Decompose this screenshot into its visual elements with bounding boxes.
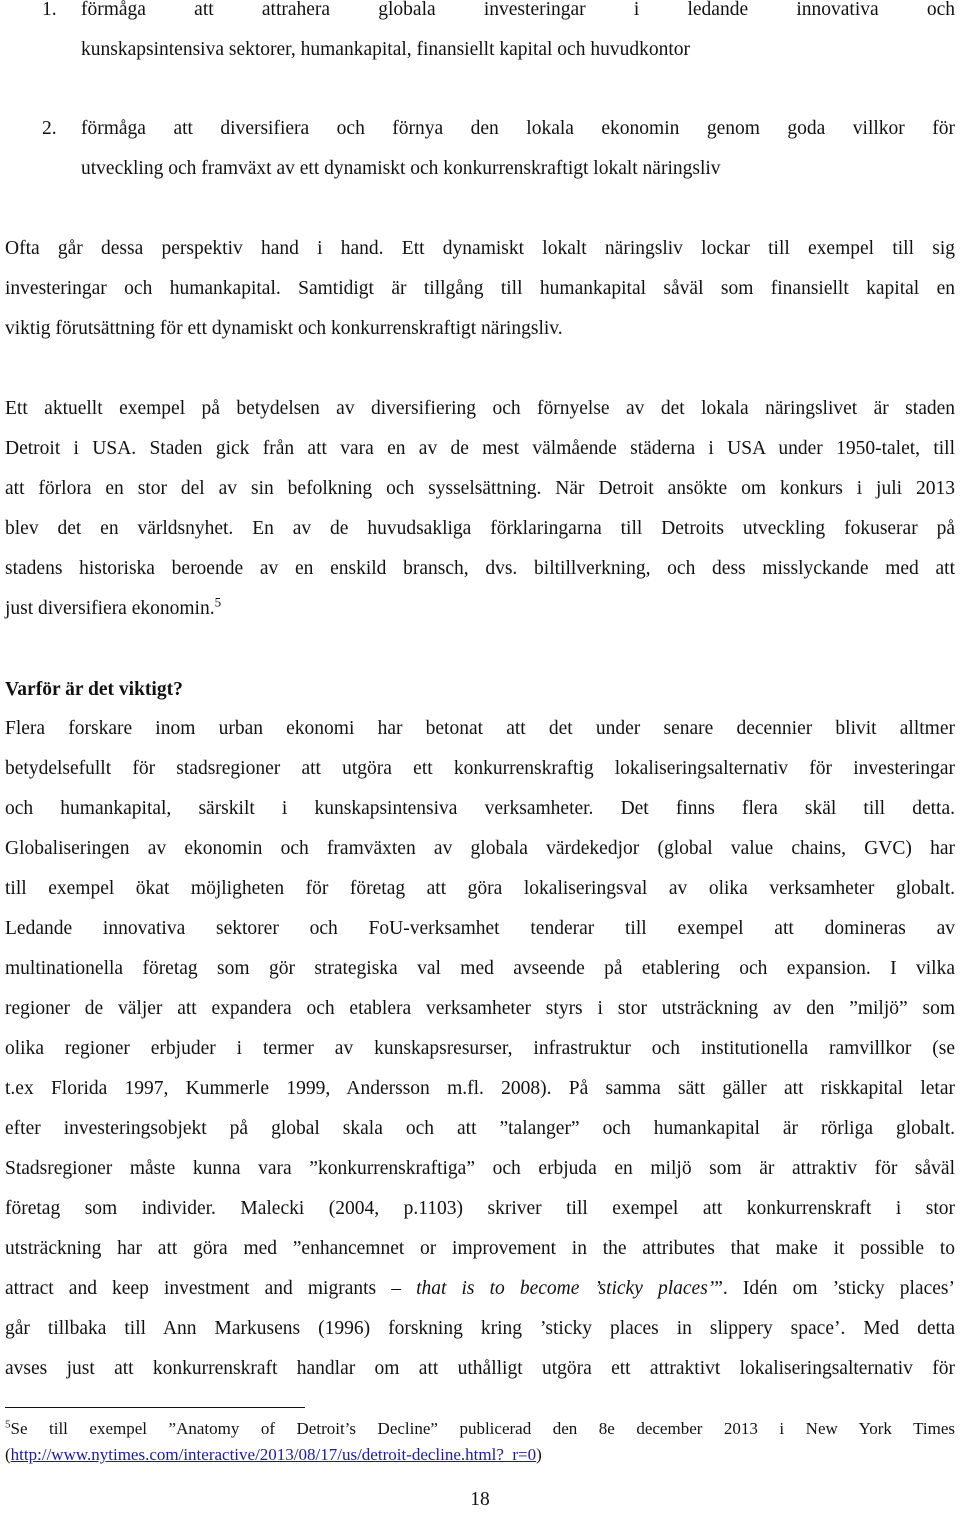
paragraph-line: betydelsefullt för stadsregioner att utgöra ett konkurrenskraftig lokaliseringsalternativ för investeringar xyxy=(5,758,955,779)
paragraph-line: Flera forskare inom urban ekonomi har betonat att det under senare decennier blivit alltmer xyxy=(5,718,955,739)
list-text-line: förmåga att diversifiera och förnya den lokala ekonomin genom goda villkor för xyxy=(81,118,955,139)
paragraph-line: t.ex Florida 1997, Kummerle 1999, Andersson m.fl. 2008). På samma sätt gäller att riskkapital letar xyxy=(5,1078,955,1099)
paragraph-line: och humankapital, särskilt i kunskapsintensiva verksamheter. Det finns flera skäl till detta. xyxy=(5,798,955,819)
quote-text: ”. Idén om ’sticky places’ xyxy=(714,1278,955,1299)
quote-italic: that is to become ’sticky places’ xyxy=(416,1278,715,1299)
paragraph-importance xyxy=(5,709,955,1389)
footnote-text: Se till exempel ”Anatomy of Detroit’s Decline” publicerad den 8e december 2013 i New York Times xyxy=(10,1419,955,1438)
paragraph-line: Globaliseringen av ekonomin och framväxten av globala värdekedjor (global value chains, GVC) har xyxy=(5,838,955,859)
paragraph-line: avses just att konkurrenskraft handlar om att uthålligt utgöra ett attraktivt lokaliseringsalternativ för xyxy=(5,1358,955,1379)
footnote-line xyxy=(5,1416,955,1442)
paragraph-line: till exempel ökat möjligheten för företag att göra lokaliseringsval av olika verksamheter globalt. xyxy=(5,878,955,899)
paragraph-line-text: just diversifiera ekonomin. xyxy=(5,598,215,619)
paragraph-line: Ofta går dessa perspektiv hand i hand. Ett dynamiskt lokalt näringsliv lockar till exempel till sig xyxy=(5,238,955,259)
paragraph-line: företag som individer. Malecki (2004, p.1103) skriver till exempel att konkurrenskraft i stor xyxy=(5,1198,955,1219)
paragraph-line: utsträckning har att göra med ”enhancemnet or improvement in the attributes that make it possible to xyxy=(5,1238,955,1259)
paragraph-line: att förlora en stor del av sin befolkning och sysselsättning. När Detroit ansökte om konkurs i juli 2013 xyxy=(5,478,955,499)
footnote-link[interactable]: http://www.nytimes.com/interactive/2013/08/17/us/detroit-decline.html?_r=0 xyxy=(10,1445,537,1464)
footnote-number: 5 xyxy=(5,1418,11,1431)
paragraph-perspectives xyxy=(5,229,955,349)
paragraph-line: stadens historiska beroende av en enskild bransch, dvs. biltillverkning, och dess misslyckande med att xyxy=(5,558,955,579)
paragraph-last-line xyxy=(5,589,955,629)
paragraph-line: blev det en världsnyhet. En av de huvudsakliga förklaringarna till Detroits utveckling fokuserar på xyxy=(5,518,955,539)
paragraph-line: investeringar och humankapital. Samtidigt är tillgång till humankapital såväl som finansiellt kapital en xyxy=(5,278,955,299)
section-heading: Varför är det viktigt? xyxy=(5,679,183,700)
paragraph-line: Stadsregioner måste kunna vara ”konkurrenskraftiga” och erbjuda en miljö som är attraktiv för såväl xyxy=(5,1158,955,1179)
paragraph-line-quote xyxy=(5,1269,955,1309)
footnote xyxy=(5,1416,955,1468)
footnote-paren: ( xyxy=(5,1445,11,1464)
list-text-line: utveckling och framväxt av ett dynamiskt och konkurrenskraftigt lokalt näringsliv xyxy=(81,158,721,179)
list-text-line: kunskapsintensiva sektorer, humankapital, finansiellt kapital och huvudkontor xyxy=(81,39,691,60)
list-text-line: förmåga att attrahera globala investeringar i ledande innovativa och xyxy=(81,0,955,20)
footnote-reference[interactable]: 5 xyxy=(214,594,222,610)
footnote-separator xyxy=(5,1407,305,1408)
paragraph-line: multinationella företag som gör strategiska val med avseende på etablering och expansion. I vilka xyxy=(5,958,955,979)
paragraph-line: går tillbaka till Ann Markusens (1996) forskning kring ’sticky places in slippery space’. Med detta xyxy=(5,1318,955,1339)
list-number: 2. xyxy=(42,118,57,139)
list-number: 1. xyxy=(42,0,57,20)
paragraph-line: Ett aktuellt exempel på betydelsen av diversifiering och förnyelse av det lokala näringslivet är staden xyxy=(5,398,955,419)
paragraph-line: Ledande innovativa sektorer och FoU-verksamhet tenderar till exempel att domineras av xyxy=(5,918,955,939)
paragraph-detroit xyxy=(5,389,955,629)
page-number: 18 xyxy=(470,1489,490,1510)
paragraph-line: olika regioner erbjuder i termer av kunskapsresurser, infrastruktur och institutionella ramvillkor (se xyxy=(5,1038,955,1059)
footnote-link-line xyxy=(5,1442,955,1468)
paragraph-line: viktig förutsättning för ett dynamiskt och konkurrenskraftigt näringsliv. xyxy=(5,318,563,339)
footnote-paren: ) xyxy=(536,1445,542,1464)
quote-text: attract and keep investment and migrants – xyxy=(5,1278,417,1299)
paragraph-line: Detroit i USA. Staden gick från att vara en av de mest välmående städerna i USA under 1950-talet, till xyxy=(5,438,955,459)
paragraph-line: regioner de väljer att expandera och etablera verksamheter styrs i stor utsträckning av den ”miljö” som xyxy=(5,998,955,1019)
paragraph-line: efter investeringsobjekt på global skala och att ”talanger” och humankapital är rörliga globalt. xyxy=(5,1118,955,1139)
